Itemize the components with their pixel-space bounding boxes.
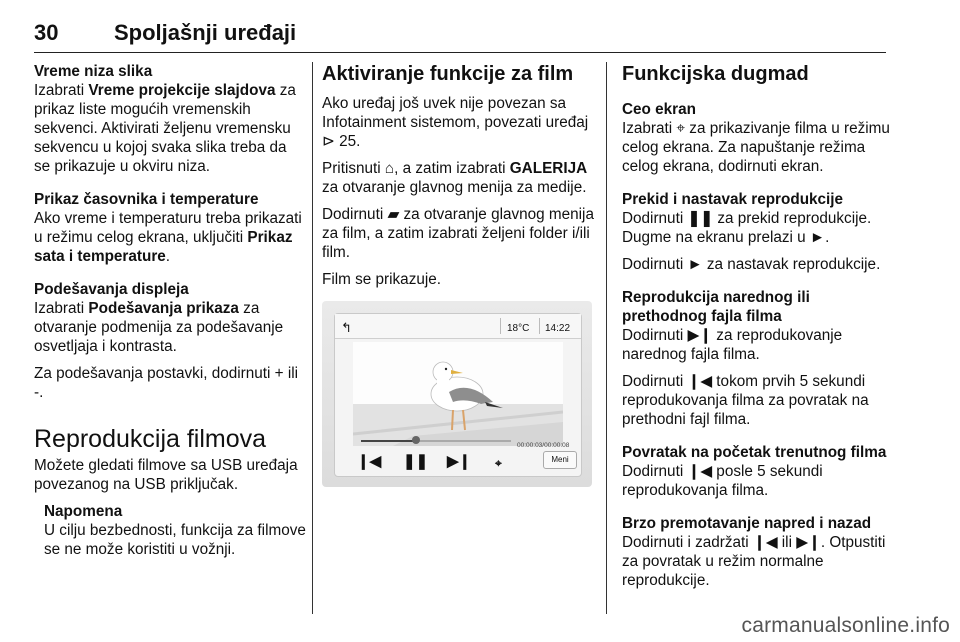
page-title: Spoljašnji uređaji <box>114 20 297 45</box>
section-title: Brzo premotavanje napred i nazad <box>622 515 872 532</box>
previous-icon: ❙◀ <box>752 534 778 551</box>
play-icon: ► <box>809 229 826 246</box>
note-box <box>44 502 306 559</box>
paragraph: Izabrati Podešavanja prikaza za otvaranje podmenija za podešavanje osvetljaja i kontrasta. <box>34 300 284 355</box>
timecode: 00:00:03/00:00:08 <box>517 442 570 449</box>
pause-icon: ❚❚ <box>687 210 714 227</box>
previous-icon: ❙◀ <box>687 373 713 390</box>
section-title: Prikaz časovnika i temperature <box>34 191 259 208</box>
paragraph: Za podešavanja postavki, dodirnuti + ili -. <box>34 365 299 401</box>
section-title: Reprodukcija narednog ili prethodnog fajla filma <box>622 289 810 325</box>
playback-progress-bar[interactable] <box>361 440 511 442</box>
paragraph: Film se prikazuje. <box>322 271 442 288</box>
note-text: U cilju bezbednosti, funkcija za filmove se ne može koristiti u vožnji. <box>44 522 306 558</box>
previous-icon[interactable]: ❙◀ <box>357 453 382 470</box>
progress-handle[interactable] <box>412 436 420 444</box>
next-icon: ▶❙ <box>796 534 821 551</box>
paragraph: Dodirnuti ❙◀ tokom prvih 5 sekundi reprodukovanja filma za povratak na prethodni fajl filma. <box>622 373 869 428</box>
play-icon: ► <box>687 256 703 273</box>
page-ref-icon: ⊳ <box>322 133 335 150</box>
next-icon[interactable]: ▶❙ <box>447 453 472 470</box>
paragraph: Ako vreme i temperaturu treba prikazati u režimu celog ekrana, uključiti Prikaz sata i temperature. <box>34 210 302 265</box>
paragraph: Dodirnuti ❚❚ za prekid reprodukcije. Dugme na ekranu prelazi u ►. <box>622 210 872 246</box>
menu-button[interactable]: Meni <box>543 451 577 469</box>
section-title: Podešavanja displeja <box>34 281 189 298</box>
column-divider <box>312 62 313 614</box>
next-icon: ▶❙ <box>687 327 713 344</box>
film-icon: ▰ <box>387 206 400 223</box>
page-number: 30 <box>34 20 59 45</box>
temperature-readout: 18°C <box>507 323 530 334</box>
screen-frame <box>334 313 582 477</box>
watermark: carmanualsonline.info <box>741 614 950 637</box>
section-heading: Aktiviranje funkcije za film <box>322 63 574 85</box>
fullscreen-icon: ⌖ <box>676 120 686 137</box>
paragraph: Možete gledati filmove sa USB uređaja povezanog na USB priključak. <box>34 457 298 493</box>
page-header <box>34 18 886 53</box>
paragraph: Izabrati Vreme projekcije slajdova za prikaz liste mogućih vremenskih sekvenci. Aktivirati željenu vremensku sekvencu u kojoj svaka slika treba da se prikazuje u okviru niza. <box>34 82 296 175</box>
infotainment-screen-image <box>322 301 592 487</box>
clock-readout: 14:22 <box>545 323 571 334</box>
section-title: Prekid i nastavak reprodukcije <box>622 191 844 208</box>
paragraph: Dodirnuti i zadržati ❙◀ ili ▶❙. Otpustiti za povratak u režim normalne reprodukcije. <box>622 534 886 589</box>
seagull-image <box>353 342 563 446</box>
column-left <box>34 62 306 559</box>
paragraph: Dodirnuti ► za nastavak reprodukcije. <box>622 256 881 273</box>
section-title: Povratak na početak trenutnog filma <box>622 444 887 461</box>
chapter-heading: Reprodukcija filmova <box>34 425 267 453</box>
screen-top-bar <box>335 314 581 339</box>
pause-icon[interactable]: ❚❚ <box>403 453 429 470</box>
column-middle <box>322 62 598 487</box>
paragraph: Pritisnuti ⌂, a zatim izabrati GALERIJA za otvaranje glavnog menija za medije. <box>322 160 588 196</box>
paragraph: Dodirnuti ▰ za otvaranje glavnog menija za film, a zatim izabrati željeni folder i/ili film. <box>322 206 594 261</box>
paragraph: Izabrati ⌖ za prikazivanje filma u režimu celog ekrana. Za napuštanje režima celog ekrana, dodirnuti ekran. <box>622 120 890 175</box>
note-title: Napomena <box>44 503 123 520</box>
back-icon: ↰ <box>341 320 352 335</box>
video-frame <box>353 342 563 446</box>
paragraph: Dodirnuti ❙◀ posle 5 sekundi reprodukovanja filma. <box>622 463 823 499</box>
paragraph: Dodirnuti ▶❙ za reprodukovanje narednog fajla filma. <box>622 327 843 363</box>
previous-icon: ❙◀ <box>687 463 713 480</box>
column-right <box>622 62 892 590</box>
fullscreen-icon[interactable]: ⌖ <box>495 456 502 470</box>
home-icon: ⌂ <box>384 160 395 177</box>
section-heading: Funkcijska dugmad <box>622 63 809 85</box>
section-title: Ceo ekran <box>622 101 696 118</box>
column-divider <box>606 62 607 614</box>
playback-controls <box>335 448 581 474</box>
progress-fill <box>361 440 414 442</box>
section-title: Vreme niza slika <box>34 63 153 80</box>
paragraph: Ako uređaj još uvek nije povezan sa Infotainment sistemom, povezati uređaj ⊳ 25. <box>322 95 589 150</box>
